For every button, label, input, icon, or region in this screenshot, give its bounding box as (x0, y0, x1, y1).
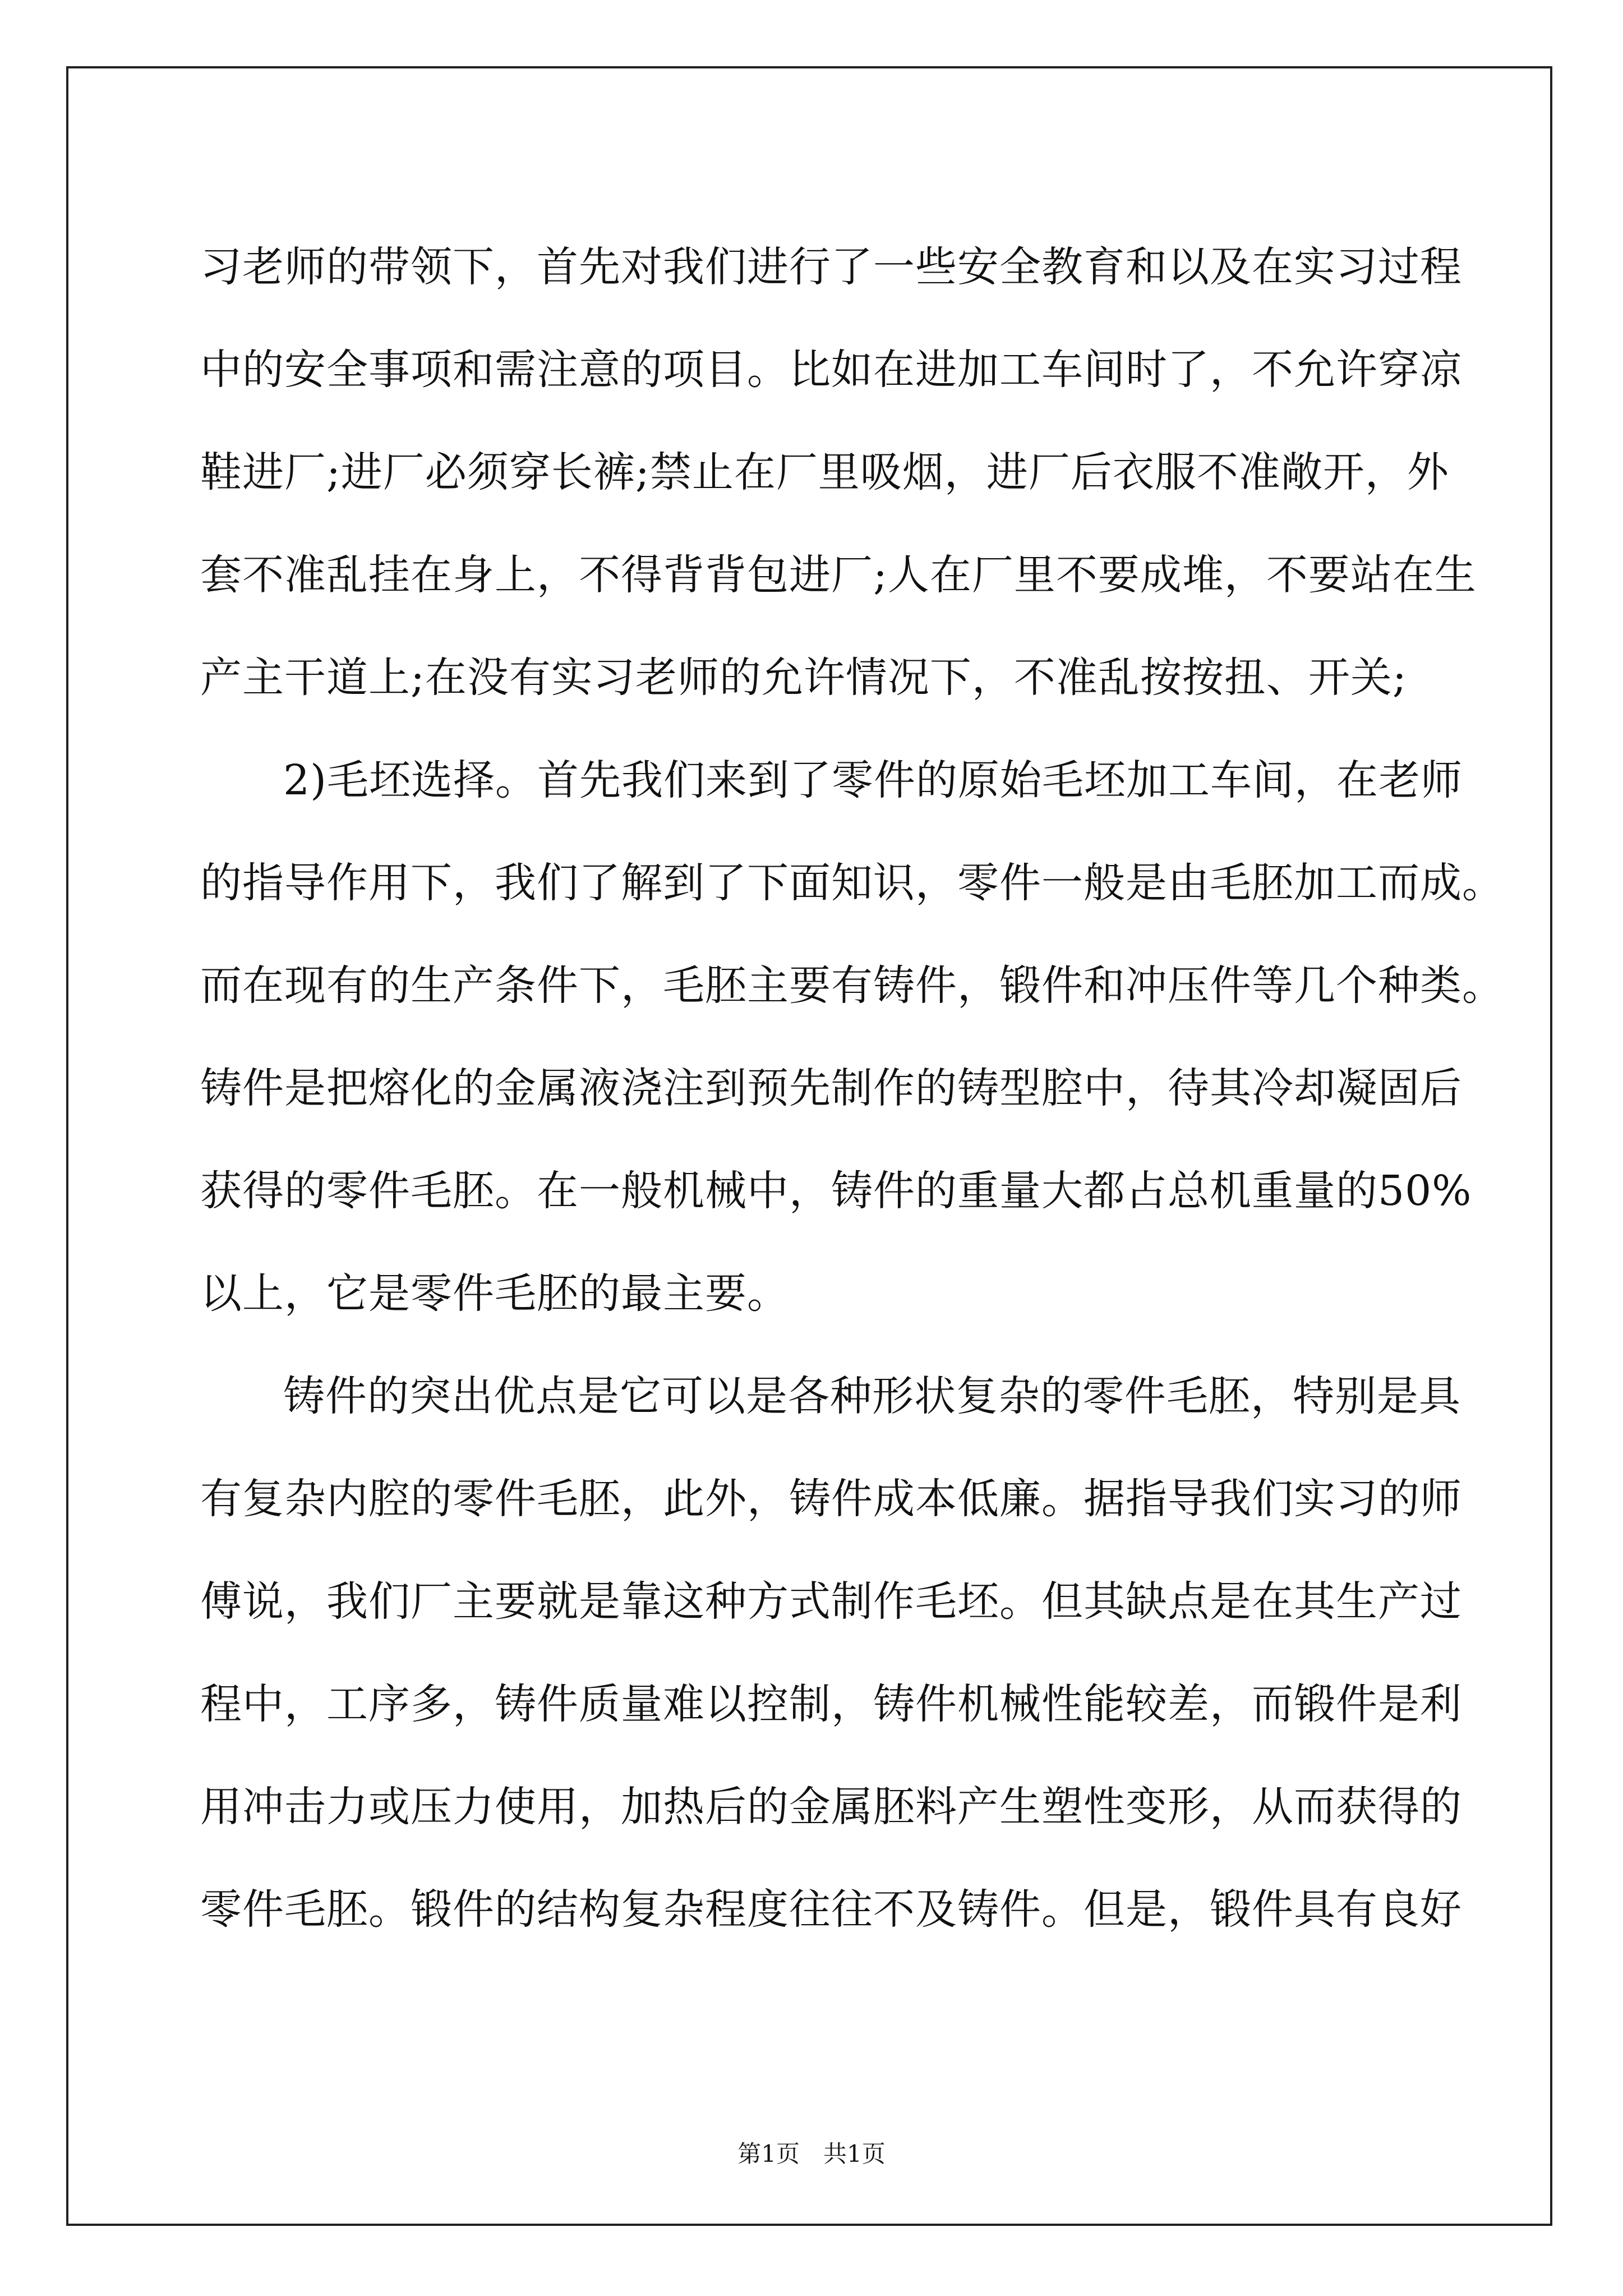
text-line: 套不准乱挂在身上，不得背背包进厂;人在厂里不要成堆，不要站在生 (200, 551, 1477, 599)
text-line: 鞋进厂;进厂必须穿长裤;禁止在厂里吸烟，进厂后衣服不准敞开，外 (200, 448, 1449, 496)
text-line: 零件毛胚。锻件的结构复杂程度往往不及铸件。但是，锻件具有良好 (200, 1885, 1462, 1934)
text-line: 程中，工序多，铸件质量难以控制，铸件机械性能较差，而锻件是利 (200, 1680, 1462, 1728)
text-line: 产主干道上;在没有实习老师的允许情况下，不准乱按按扭、开关; (200, 654, 1407, 702)
text-line: 2)毛坯选择。首先我们来到了零件的原始毛坯加工车间，在老师 (283, 756, 1463, 804)
text-line: 傅说，我们厂主要就是靠这种方式制作毛坯。但其缺点是在其生产过 (200, 1577, 1462, 1626)
text-line: 用冲击力或压力使用，加热后的金属胚料产生塑性变形，从而获得的 (200, 1783, 1462, 1831)
text-line: 的指导作用下，我们了解到了下面知识，零件一般是由毛胚加工而成。 (200, 859, 1504, 907)
text-line: 而在现有的生产条件下，毛胚主要有铸件，锻件和冲压件等几个种类。 (200, 961, 1504, 1010)
text-line: 铸件的突出优点是它可以是各种形状复杂的零件毛胚，特别是具 (283, 1372, 1461, 1420)
text-line: 中的安全事项和需注意的项目。比如在进加工车间时了，不允许穿凉 (200, 346, 1462, 394)
text-line: 铸件是把熔化的金属液浇注到预先制作的铸型腔中，待其冷却凝固后 (200, 1064, 1462, 1112)
text-line: 获得的零件毛胚。在一般机械中，铸件的重量大都占总机重量的50% (200, 1167, 1472, 1215)
text-line: 以上，它是零件毛胚的最主要。 (200, 1269, 789, 1318)
document-body (200, 216, 1504, 1961)
page-footer: 第1页 共1页 (737, 2140, 886, 2168)
text-line: 有复杂内腔的零件毛胚，此外，铸件成本低廉。据指导我们实习的师 (200, 1475, 1462, 1523)
text-line: 习老师的带领下，首先对我们进行了一些安全教育和以及在实习过程 (200, 243, 1462, 291)
